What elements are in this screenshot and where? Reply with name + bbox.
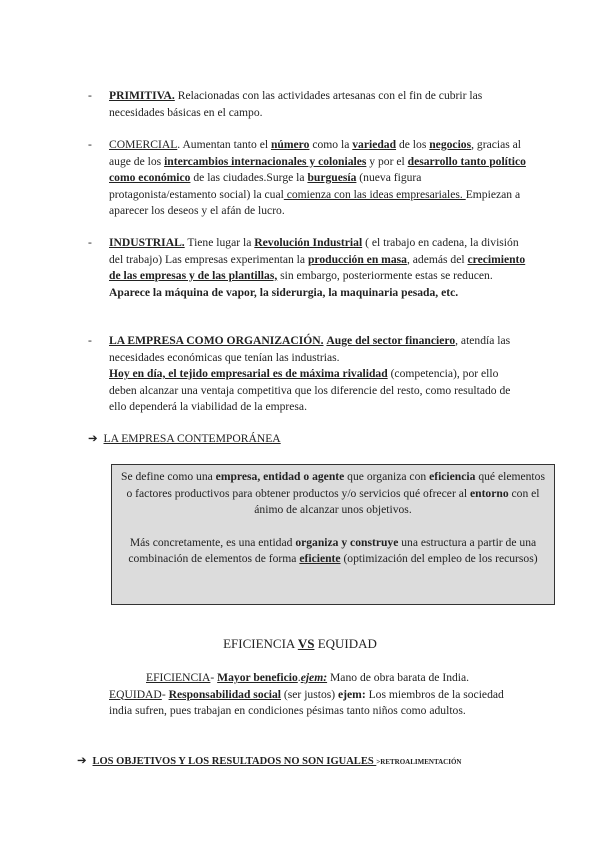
keyword: negocios [429, 138, 472, 151]
bullet-dash: - [88, 89, 92, 102]
text: . Aumentan tanto el [177, 138, 271, 151]
bullet-dash: - [88, 236, 92, 249]
text: (nueva figura protagonista/estamento social) la cual [109, 171, 422, 201]
keyword: variedad [352, 138, 397, 151]
comparison-text [109, 670, 529, 720]
item-body [109, 137, 528, 220]
text: sin embargo, posteriormente estas se reducen. [277, 269, 493, 282]
keyword: producción en masa [307, 252, 407, 266]
bullet-dash: - [88, 138, 92, 151]
list-item-primitiva [88, 88, 528, 121]
text: y por el [366, 154, 408, 168]
list-item-organizacion [88, 333, 528, 416]
text: Relacionadas con las actividades artesanas con el fin de cubrir las necesidades básicas en el campo. [109, 89, 483, 119]
keyword: desarrollo tanto político como económico [109, 154, 526, 184]
text: Tiene lugar la [184, 236, 255, 249]
keyword: crecimiento de las empresas y de las plantillas, [109, 252, 526, 282]
ejem-label: ejem: [300, 671, 328, 684]
vs-label: VS [297, 636, 315, 651]
text: , además del [406, 252, 468, 266]
definition-box [111, 464, 555, 605]
text: de los [396, 138, 430, 151]
keyword: Mayor beneficio [217, 671, 298, 684]
bold-line: Aparece la máquina de vapor, la siderurgia, la maquinaria pesada, etc. [109, 285, 459, 299]
text: ( el trabajo en cadena, la división del trabajo) Las empresas experimentan la [109, 236, 519, 266]
item-body [109, 333, 528, 416]
keyword: Revolución Industrial [254, 236, 363, 249]
text: Mano de obra barata de India. [327, 671, 470, 684]
text: que organiza con [344, 470, 430, 483]
heading-text: LOS OBJETIVOS Y LOS RESULTADOS NO SON IGUALES [92, 756, 377, 767]
text: con el ánimo de alcanzar unos objetivos. [254, 486, 540, 516]
list-item-industrial [88, 235, 528, 301]
arrow-icon: ➔ [88, 432, 98, 445]
text: Los miembros de la sociedad india sufren, pues trabajan en condiciones pésimas tanto niños como adultos. [109, 687, 504, 717]
eficiencia-line [109, 670, 529, 687]
text: Más concretamente, es una entidad [129, 535, 296, 549]
section-heading-objetivos [77, 753, 461, 771]
definition-paragraph [118, 469, 548, 519]
arrow-icon: ➔ [77, 754, 87, 767]
ejem-label: ejem: [338, 687, 366, 701]
keyword: organiza y construye [295, 535, 399, 549]
text: de las ciudades.Surge la [190, 171, 308, 184]
keyword: número [270, 138, 310, 151]
item-body [109, 235, 528, 301]
text: , atendía las necesidades económicas que tenían las industrias. [109, 334, 511, 364]
keyword: entorno [469, 486, 509, 500]
keyword: Responsabilidad social [168, 687, 282, 701]
text: EQUIDAD [314, 636, 377, 651]
term-industrial: INDUSTRIAL. [109, 236, 185, 249]
text: (ser justos) [281, 687, 339, 701]
comparison-title [0, 636, 600, 653]
concrete-paragraph [118, 535, 548, 568]
term-equidad: EQUIDAD [109, 687, 162, 701]
text: como la [309, 138, 353, 151]
keyword: intercambios internacionales y coloniales [164, 154, 367, 168]
term-organizacion: LA EMPRESA COMO ORGANIZACIÓN. [109, 334, 324, 347]
equidad-line [109, 687, 529, 720]
keyword: burguesía [307, 171, 357, 184]
text: Empiezan a aparecer los deseos y el afán de lucro. [109, 187, 521, 217]
keyword: Hoy en día, el tejido empresarial es de máxima rivalidad [109, 367, 388, 380]
keyword: comienza con las ideas empresariales. [283, 187, 466, 201]
text: . [297, 671, 301, 684]
text: - [161, 687, 169, 701]
text: (optimización del empleo de los recursos) [340, 552, 538, 565]
text: - [210, 671, 218, 684]
keyword: eficiente [299, 552, 341, 565]
text: , gracias al auge de los [109, 138, 521, 168]
keyword: Auge del sector financiero [326, 334, 456, 347]
list-item-comercial [88, 137, 528, 220]
text: Se define como una [121, 470, 216, 483]
bullet-dash: - [88, 334, 92, 347]
heading-text: LA EMPRESA CONTEMPORÁNEA [103, 432, 281, 445]
text: (competencia), por ello deben alcanzar una ventaja competitiva que los diferencie del resto, como resultado de ello dependerá la viabilidad de la empresa. [109, 367, 511, 413]
text: una estructura a partir de una combinación de elementos de forma [128, 535, 537, 565]
term-comercial: COMERCIAL [109, 138, 178, 151]
keyword: eficiencia [429, 470, 476, 483]
section-heading-contemporanea [88, 431, 281, 448]
term-eficiencia: EFICIENCIA [146, 671, 211, 684]
keyword: empresa, entidad o agente [215, 470, 345, 483]
text: qué elementos o factores productivos para obtener productos y/o servicios qué ofrecer al [126, 470, 545, 500]
term-primitiva: PRIMITIVA. [109, 89, 175, 102]
item-body [109, 88, 528, 121]
retroalimentacion-label: >RETROALIMENTACIÓN [376, 758, 462, 766]
text: EFICIENCIA [223, 636, 298, 651]
